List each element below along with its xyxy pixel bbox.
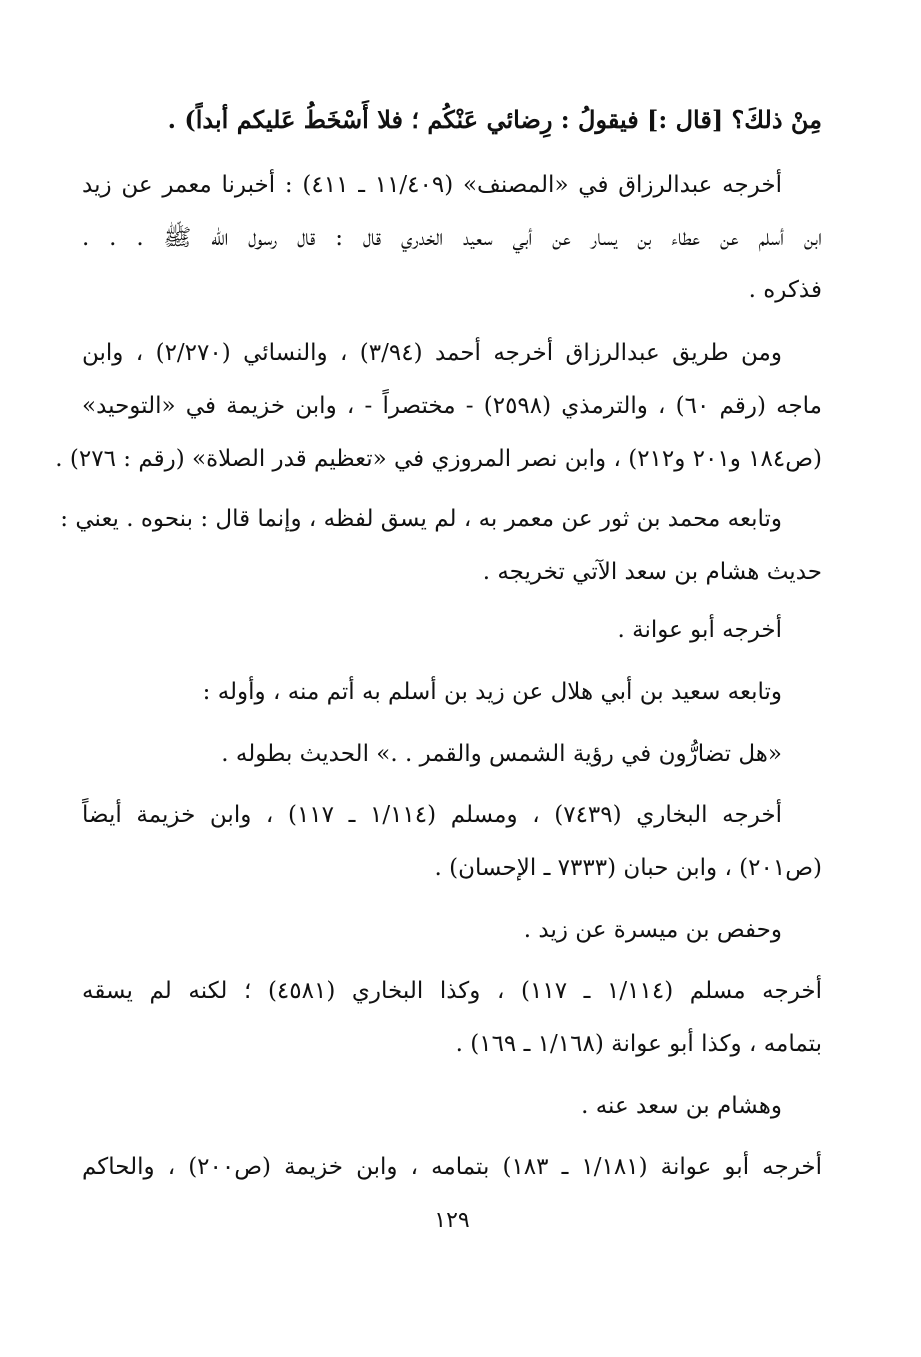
hadith-text-end-line: مِنْ ذلكَ؟ [قال :] فيقولُ : رِضائي عَنْكُم ؛ فلا أَسْخَطُ عَليكم أبداً) . bbox=[167, 105, 822, 134]
document-page bbox=[55, 0, 823, 1357]
text-line: بتمامه ، وكذا أبو عوانة (١/١٦٨ ـ ١٦٩) . bbox=[455, 1031, 822, 1057]
page-number: ١٢٩ bbox=[434, 1208, 470, 1233]
text-line: ماجه (رقم ٦٠) ، والترمذي (٢٥٩٨) - مختصراً - ، وابن خزيمة في «التوحيد» bbox=[82, 393, 822, 419]
text-line: وتابعه سعيد بن أبي هلال عن زيد بن أسلم به أتم منه ، وأوله : bbox=[202, 679, 782, 705]
text-line: أخرجه البخاري (٧٤٣٩) ، ومسلم (١/١١٤ ـ ١١٧) ، وابن خزيمة أيضاً bbox=[82, 802, 782, 828]
quoted-text-line: «هل تضارُّون في رؤية الشمس والقمر . .» الحديث بطوله . bbox=[221, 741, 782, 767]
text-line: (ص١٨٤ و٢٠١ و٢١٢) ، وابن نصر المروزي في «تعظيم قدر الصلاة» (رقم : ٢٧٦) . bbox=[55, 446, 822, 472]
text-line: أخرجه أبو عوانة . bbox=[617, 617, 782, 643]
text-line: ومن طريق عبدالرزاق أخرجه أحمد (٣/٩٤) ، والنسائي (٢/٢٧٠) ، وابن bbox=[82, 340, 782, 366]
text-line: أخرجه مسلم (١/١١٤ ـ ١١٧) ، وكذا البخاري (٤٥٨١) ؛ لكنه لم يسقه bbox=[82, 978, 822, 1004]
text-line: أخرجه عبدالرزاق في «المصنف» (١١/٤٠٩ ـ ٤١١) : أخبرنا معمر عن زيد bbox=[82, 172, 782, 198]
text-line: (ص٢٠١) ، وابن حبان (٧٣٣٣ ـ الإحسان) . bbox=[434, 855, 822, 881]
text-line: وهشام بن سعد عنه . bbox=[581, 1093, 782, 1119]
text-line: فذكره . bbox=[748, 277, 822, 303]
text-line: وحفص بن ميسرة عن زيد . bbox=[523, 917, 782, 943]
text-line: وتابعه محمد بن ثور عن معمر به ، لم يسق لفظه ، وإنما قال : بنحوه . يعني : bbox=[60, 506, 782, 532]
text-line: حديث هشام بن سعد الآتي تخريجه . bbox=[482, 559, 822, 585]
text-line: أخرجه أبو عوانة (١/١٨١ ـ ١٨٣) بتمامه ، وابن خزيمة (ص٢٠٠) ، والحاكم bbox=[82, 1154, 823, 1180]
text-line: ابن أسلم عن عطاء بن يسار عن أبي سعيد الخدري قال : قال رسول الله ﷺ . . . bbox=[82, 225, 822, 251]
